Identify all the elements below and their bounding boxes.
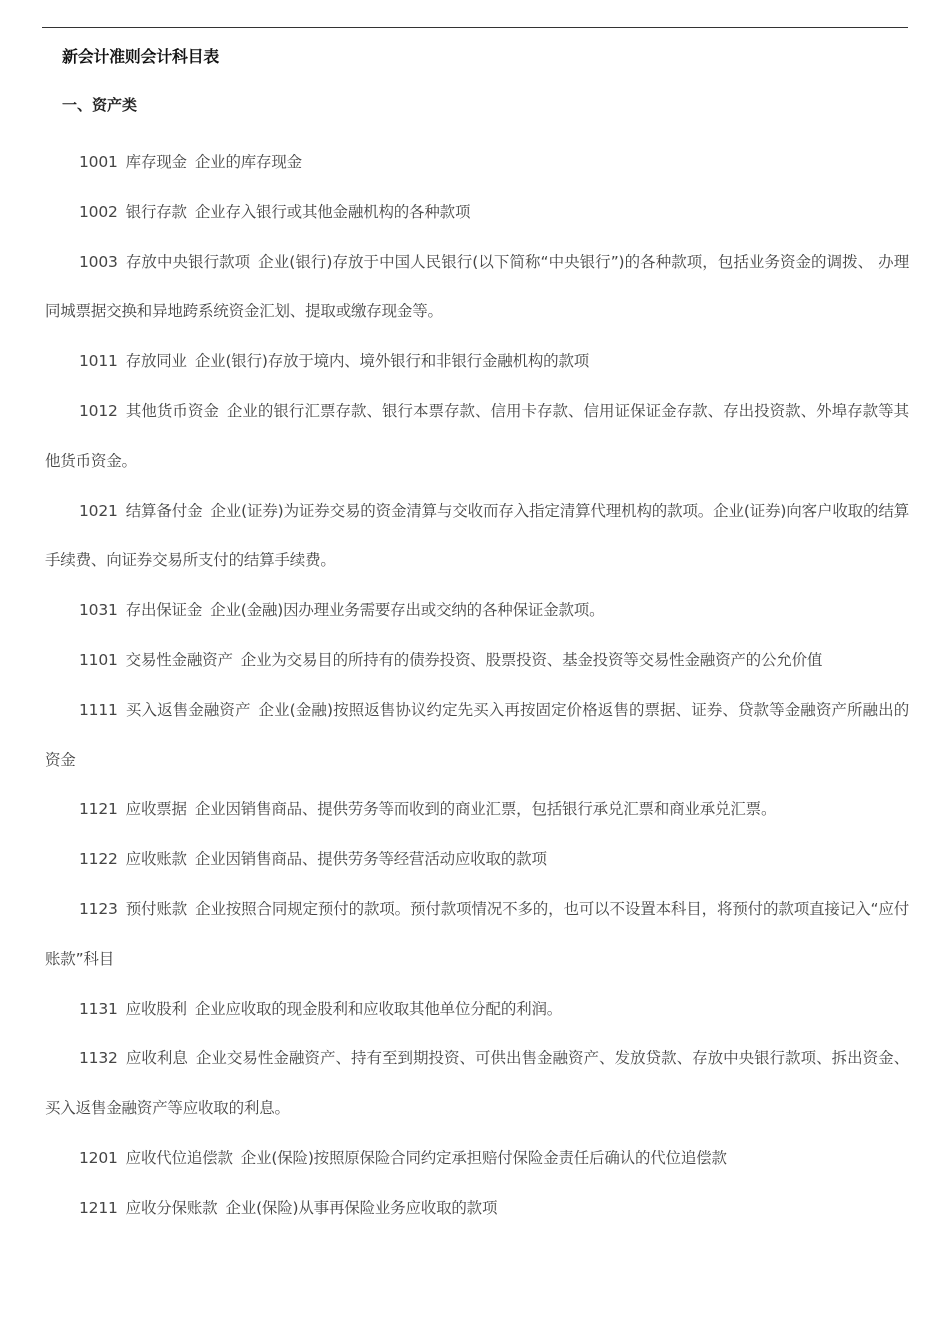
account-description: 企业(保险)按照原保险合同约定承担赔付保险金责任后确认的代位追偿款 — [240, 1148, 727, 1167]
account-entry — [45, 1034, 909, 1134]
account-name: 结算备付金 — [125, 501, 203, 520]
account-entry — [45, 985, 909, 1035]
account-entry — [45, 835, 909, 885]
account-entry — [45, 885, 909, 985]
account-name: 库存现金 — [125, 153, 187, 171]
account-description: 企业为交易目的所持有的债券投资、股票投资、基金投资等交易性金融资产的公允价值 — [240, 650, 823, 669]
account-description: 企业的库存现金 — [194, 153, 302, 171]
account-code: 1101 — [79, 650, 118, 669]
account-entry — [45, 387, 909, 487]
account-code: 1012 — [79, 401, 118, 420]
account-code: 1021 — [79, 501, 118, 520]
account-code: 1211 — [79, 1198, 118, 1217]
account-name: 其他货币资金 — [125, 401, 219, 420]
account-name: 存出保证金 — [125, 601, 203, 620]
account-name: 应收账款 — [125, 850, 187, 869]
section-heading: 一、资产类 — [62, 96, 138, 114]
account-name: 应收代位追偿款 — [125, 1148, 233, 1167]
account-entry — [45, 1184, 909, 1234]
account-code: 1011 — [79, 352, 118, 371]
account-code: 1131 — [79, 999, 118, 1018]
account-code: 1121 — [79, 800, 118, 819]
account-entry — [45, 487, 909, 587]
account-description: 企业(证券)为证券交易的资金清算与交收而存入指定清算代理机构的款项。企业(证券)向客户收取的结算手续费、向证券交易所支付的结算手续费。 — [45, 501, 909, 570]
account-entry — [45, 636, 909, 686]
account-description: 企业应收取的现金股利和应收取其他单位分配的利润。 — [194, 999, 563, 1018]
account-description: 企业(银行)存放于境内、境外银行和非银行金融机构的款项 — [194, 352, 590, 371]
account-name: 应收股利 — [125, 999, 187, 1018]
account-code: 1122 — [79, 850, 118, 869]
account-code: 1111 — [79, 700, 118, 719]
account-description: 企业因销售商品、提供劳务等而收到的商业汇票，包括银行承兑汇票和商业承兑汇票。 — [194, 800, 777, 819]
account-entry — [45, 188, 909, 238]
account-list — [45, 138, 909, 1234]
account-name: 交易性金融资产 — [125, 650, 233, 669]
account-description: 企业交易性金融资产、持有至到期投资、可供出售金融资产、发放贷款、存放中央银行款项、拆出资金、买入返售金融资产等应收取的利息。 — [45, 1049, 909, 1118]
account-code: 1201 — [79, 1148, 118, 1167]
account-entry — [45, 1134, 909, 1184]
account-code: 1123 — [79, 899, 118, 918]
account-description: 企业(金融)按照返售协议约定先买入再按固定价格返售的票据、证券、贷款等金融资产所融出的资金 — [45, 700, 910, 769]
account-description: 企业的银行汇票存款、银行本票存款、信用卡存款、信用证保证金存款、存出投资款、外埠存款等其他货币资金。 — [45, 401, 909, 470]
document-title: 新会计准则会计科目表 — [62, 47, 220, 66]
account-name: 买入返售金融资产 — [125, 700, 251, 719]
account-entry — [45, 686, 909, 786]
account-name: 银行存款 — [125, 202, 187, 221]
account-code: 1001 — [79, 153, 118, 171]
account-name: 存放中央银行款项 — [125, 252, 251, 271]
account-name: 预付账款 — [125, 899, 188, 918]
header-rule — [42, 27, 908, 28]
account-name: 应收票据 — [125, 800, 187, 819]
account-code: 1031 — [79, 601, 118, 620]
account-code: 1132 — [79, 1049, 118, 1068]
account-entry — [45, 238, 909, 338]
account-name: 应收分保账款 — [125, 1198, 218, 1217]
account-description: 企业因销售商品、提供劳务等经营活动应收取的款项 — [194, 850, 547, 869]
account-description: 企业(银行)存放于中国人民银行(以下简称“中央银行”)的各种款项，包括业务资金的调拨、 办理同城票据交换和异地跨系统资金汇划、提取或缴存现金等。 — [45, 252, 909, 321]
account-code: 1003 — [79, 252, 118, 271]
account-code: 1002 — [79, 202, 118, 221]
account-name: 存放同业 — [125, 352, 187, 371]
account-description: 企业(保险)从事再保险业务应收取的款项 — [225, 1198, 498, 1217]
account-entry — [45, 337, 909, 387]
account-entry — [45, 138, 909, 188]
account-name: 应收利息 — [125, 1049, 188, 1068]
account-description: 企业(金融)因办理业务需要存出或交纳的各种保证金款项。 — [210, 601, 605, 620]
account-description: 企业存入银行或其他金融机构的各种款项 — [194, 202, 471, 221]
account-entry — [45, 785, 909, 835]
account-entry — [45, 586, 909, 636]
account-description: 企业按照合同规定预付的款项。预付款项情况不多的，也可以不设置本科目，将预付的款项直接记入“应付账款”科目 — [45, 899, 909, 968]
